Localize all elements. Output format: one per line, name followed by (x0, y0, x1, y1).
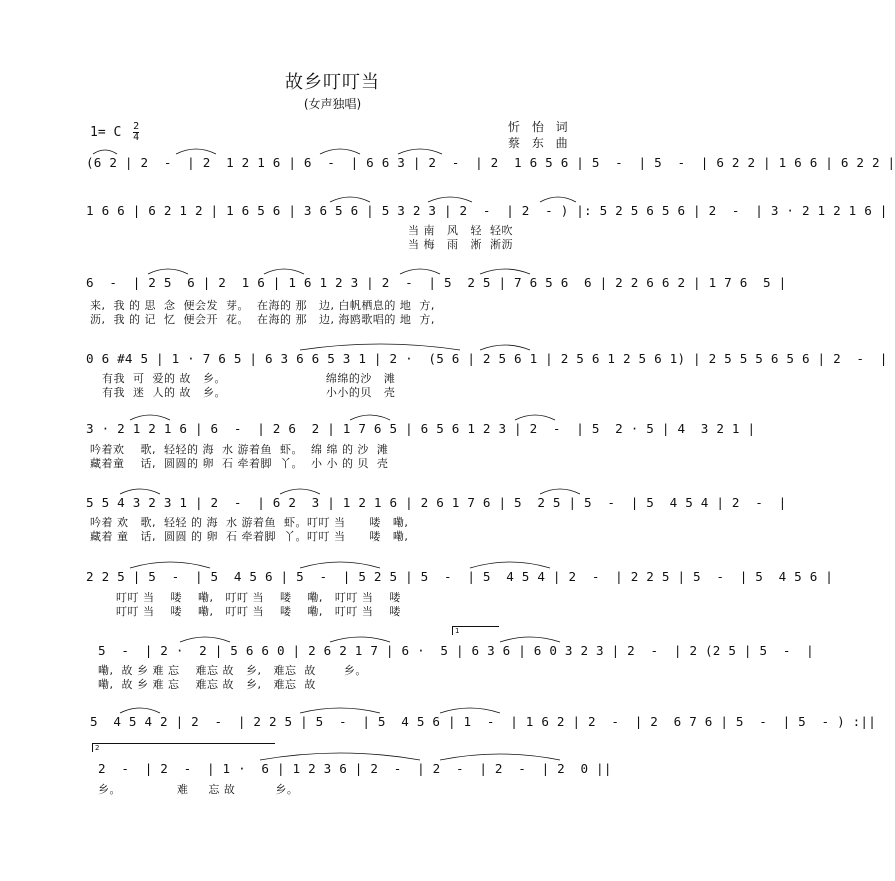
time-signature (133, 122, 139, 143)
notation-row-5: 3 · 2 1 2 1 6 | 6 - | 2 6 2 | 1 7 6 5 | 6 5 6 1 2 3 | 2 - | 5 2 · 5 | 4 3 2 1 | (86, 421, 756, 436)
first-ending-number: 1 (455, 627, 460, 635)
notation-row-2: 1 6 6 | 6 2 1 2 | 1 6 5 6 | 3 6 5 6 | 5 3 2 3 | 2 - | 2 - ) |: 5 2 5 6 5 6 | 2 - | 3 · 2 1 2 1 6 | (86, 203, 888, 218)
key-label: 1= C (90, 125, 122, 140)
key-signature (90, 122, 139, 143)
second-ending-mark (92, 743, 275, 752)
notation-row-4: 0 6 #4 5 | 1 · 7 6 5 | 6 3 6 6 5 3 1 | 2 · (5 6 | 2 5 6 1 | 2 5 6 1 2 5 6 1) | 2 5 5 5 6 5 6 | 2 - | (86, 351, 888, 366)
notation-row-3: 6 - | 2 5 6 | 2 1 6 | 1 6 1 2 3 | 2 - | 5 2 5 | 7 6 5 6 6 | 2 2 6 6 2 | 1 7 6 5 | (86, 275, 787, 290)
lyric-row-7-verse-1: 叮叮 当 喽 嘞, 叮叮 当 喽 嘞, 叮叮 当 喽 (116, 591, 401, 604)
lyric-row-8-verse-2: 嘞, 故 乡 难 忘 难忘 故 乡, 难忘 故 (98, 678, 316, 691)
lyric-row-4-verse-2: 有我 迷 人的 故 乡。 小小的贝 壳 (102, 386, 396, 399)
lyric-row-10: 乡。 难 忘 故 乡。 (98, 783, 299, 796)
lyric-row-2-verse-2: 当 梅 雨 淅 淅沥 (408, 238, 513, 251)
song-subtitle: (女声独唱) (303, 97, 362, 111)
time-signature-top: 2 (133, 121, 140, 132)
notation-row-6: 5 5 4 3 2 3 1 | 2 - | 6 2 3 | 1 2 1 6 | 2 6 1 7 6 | 5 2 5 | 5 - | 5 4 5 4 | 2 - | (86, 495, 787, 510)
notation-row-7: 2 2 5 | 5 - | 5 4 5 6 | 5 - | 5 2 5 | 5 - | 5 4 5 4 | 2 - | 2 2 5 | 5 - | 5 4 5 6 | (86, 569, 834, 584)
first-ending-mark (452, 626, 499, 635)
lyric-row-4-verse-1: 有我 可 爱的 故 乡。 绵绵的沙 滩 (102, 372, 396, 385)
lyric-row-6-verse-2: 藏着 童 话, 圆圆 的 卵 石 牵着脚 丫。叮叮 当 喽 嘞, (90, 530, 409, 543)
second-ending-number: 2 (95, 744, 100, 752)
notation-row-9: 5 4 5 4 2 | 2 - | 2 2 5 | 5 - | 5 4 5 6 | 1 - | 1 6 2 | 2 - | 2 6 7 6 | 5 - | 5 - ) :|| (90, 714, 876, 729)
lyric-row-7-verse-2: 叮叮 当 喽 嘞, 叮叮 当 喽 嘞, 叮叮 当 喽 (116, 605, 401, 618)
lyric-row-6-verse-1: 吟着 欢 歌, 轻轻 的 海 水 游着鱼 虾。叮叮 当 喽 嘞, (90, 516, 409, 529)
lyric-row-5-verse-2: 藏着童 话, 圆圆的 卵 石 牵着脚 丫。 小 小 的 贝 壳 (90, 457, 389, 470)
lyricist-credit: 忻 怡 词 (508, 120, 572, 134)
notation-row-10: 2 - | 2 - | 1 · 6 | 1 2 3 6 | 2 - | 2 - | 2 - | 2 0 || (98, 761, 612, 776)
song-title: 故乡叮叮当 (285, 72, 380, 93)
lyric-row-5-verse-1: 吟着欢 歌, 轻轻的 海 水 游着鱼 虾。 绵 绵 的 沙 滩 (90, 443, 389, 456)
composer-credit: 蔡 东 曲 (508, 136, 572, 150)
lyric-row-3-verse-2: 沥, 我 的 记 忆 便会开 花。 在海的 那 边, 海鸥歌唱的 地 方, (90, 313, 435, 326)
notation-row-8: 5 - | 2 · 2 | 5 6 6 0 | 2 6 2 1 7 | 6 · 5 | 6 3 6 | 6 0 3 2 3 | 2 - | 2 (2 5 | 5 - | (98, 643, 814, 658)
notation-row-1: (6 2 | 2 - | 2 1 2 1 6 | 6 - | 6 6 3 | 2 - | 2 1 6 5 6 | 5 - | 5 - | 6 2 2 | 1 6 6 | 6 2 2 | (86, 155, 895, 170)
lyric-row-8-verse-1: 嘞, 故 乡 难 忘 难忘 故 乡, 难忘 故 乡。 (98, 664, 367, 677)
lyric-row-2-verse-1: 当 南 风 轻 轻吹 (408, 224, 513, 237)
time-signature-bottom: 4 (133, 132, 140, 143)
lyric-row-3-verse-1: 来, 我 的 思 念 便会发 芽。 在海的 那 边, 白帆栖息的 地 方, (90, 299, 435, 312)
